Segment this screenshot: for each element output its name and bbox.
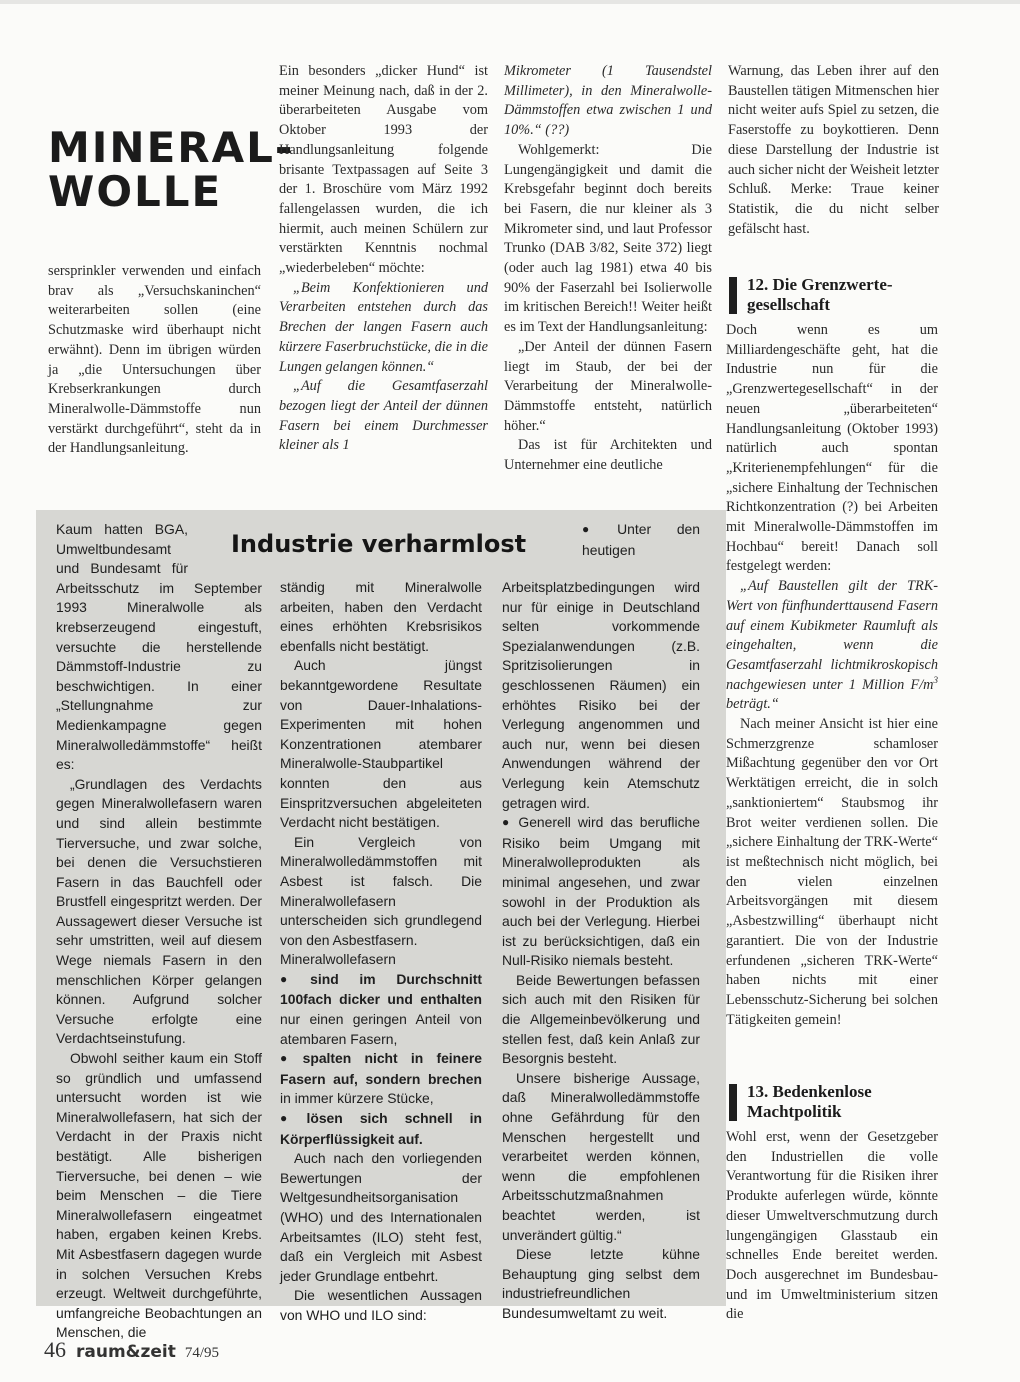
paragraph: Unsere bisherige Aussage, daß Mineralwolledämmstoffe ohne Gefährdung für den Menschen hergestellt und verarbeitet werden können, wenn die empfohlenen Arbeitsschutzmaßnahmen beachtet werden, ist unverändert gültig.“ [502, 1069, 700, 1243]
paragraph: Die wesentlichen Aussagen von WHO und ILO sind: [280, 1287, 482, 1323]
paragraph: „Der Anteil der dünnen Fasern liegt im Staub, der bei der Verarbeitung der Mineralwolle-Dämmstoffe entsteht, natürlich höher.“ [504, 338, 712, 434]
paragraph: Obwohl seither kaum ein Stoff so gründlich und umfassend untersucht worden ist wie Mineralwollefasern, hat sich der Verdacht in der Praxis nicht bestätigt. Alle bisherigen Tierversuche, bei denen – wie beim Menschen – die Tiere Mineralwollefasern eingeatmet haben, ergaben keinen Krebs. Mit Asbestfasern dagegen wurde in solchen Versuchen Krebs erzeugt. Weltweit durchgeführte, umfangreiche Beobachtungen an Menschen, die [56, 1050, 262, 1341]
paragraph: Kaum hatten BGA, Umweltbundesamt und Bundesamt für Arbeitsschutz im September 1993 Mineralwolle als krebserzeugend eingestuft, versuchte die herstellende Dämmstoff-Industrie zu beschwichtigen. In einer „Stellungnahme zur Medienkampagne gegen Mineralwolledämmstoffe“ heißt es: [56, 521, 262, 773]
page-footer [44, 1337, 219, 1363]
heading-bar [729, 1084, 737, 1121]
issue-number: 74/95 [184, 1345, 220, 1361]
quote: „Auf die Gesamtfaserzahl bezogen liegt der Anteil der dünnen Fasern bei einem Durchmesser kleiner als 1 [279, 378, 488, 454]
section-heading-12: 12. Die Grenzwerte-gesellschaft [729, 275, 969, 315]
paragraph: Doch wenn es um Milliardengeschäfte geht, hat die Industrie nun für die „Grenzwertegesellschaft“ in der neuen „überarbeiteten“ Handlungsanleitung (Oktober 1993) natürlich auch spontan „Kriterienempfehlungen“ für die „sichere Einhaltung der Technischen Richtkonzentration (?) bei Arbeiten mit Mineralwolle-Dämmstoffen im Hochbau“ bereit! Danach soll festgelegt werden: [726, 322, 938, 575]
bullet-item: ● lösen sich schnell in Körperflüssigkeit auf. [280, 1109, 482, 1149]
title-line-1: MINERAL- [48, 123, 295, 172]
top-rule [0, 0, 1020, 4]
paragraph: Ein Vergleich von Mineralwolledämmstoffen mit Asbest ist falsch. Die Mineralwollefasern unterscheiden sich grundlegend von den Asbestfasern. [280, 833, 482, 948]
sidebar-box [36, 510, 726, 1341]
article-title [48, 123, 295, 216]
paragraph: „Grundlagen des Verdachts gegen Mineralwollefasern waren und sind allein bestimmte Tierversuche, und zwar solche, bei denen die Versuchstieren Fasern in das Bauchfell oder Brustfell eingespritzt werden. Der Aussagewert dieser Versuche ist sehr umstritten, weil auf diesem Wege niemals Fasern in den menschlichen Körper gelangen können. Aufgrund solcher Versuche erfolgte eine Verdachtseinstufung. [56, 775, 262, 1047]
paragraph: Nach meiner Ansicht ist hier eine Schmerzgrenze schamloser Mißachtung gegenüber den vor Ort Werktätigen erreicht, die in solch „sanktioniertem“ Staubsmog ihr Brot weiter verdienen sollen. Die „sichere Einhaltung der TRK-Werte“ ist meßtechnisch nicht möglich, bei den vielen einzelnen Arbeitsvorgängen mit diesem „Asbestzwilling“ überhaupt nicht garantiert. Die von der Industrie erfundenen „sicheren TRK-Werte“ haben nichts mit einer Lebensschutz-Sicherung bei solchen Tätigkeiten gemein! [726, 716, 938, 1028]
section-heading-13: 13. Bedenkenlose Machtpolitik [729, 1082, 969, 1122]
paragraph: Warnung, das Leben ihrer auf den Baustellen tätigen Mitmenschen hier nicht weiter aufs Spiel zu setzen, die Faserstoffe zu boykottieren. Denn diese Darstellung der Industrie ist auch sicher nicht der Weisheit letzter Schluß. Merke: Traue keiner Statistik, die du nicht selber gefälscht hast. [728, 63, 939, 237]
column-1 [48, 262, 261, 459]
magazine-name: raum&zeit [76, 1342, 176, 1362]
bullet-item: ● Unter den heutigen Arbeitsplatzbedingungen wird nur für einige in Deutschland selten vorkommende Spezialanwendungen (z.B. Spritzisolierungen in geschlossenen Räumen) ein erhöhtes Risiko bei der Verlegung angenommen und auch nur, wenn bei diesen Anwendungen während der Verlegung kein Atemschutz getragen wird. [502, 520, 700, 813]
box-title: Industrie verharmlost [231, 530, 527, 558]
paragraph: Diese letzte kühne Behauptung ging selbst dem industriefreundlichen Bundesumweltamt zu weit. [502, 1246, 700, 1321]
page-number: 46 [44, 1337, 66, 1362]
paragraph: Auch nach den vorliegenden Bewertungen der Weltgesundheitsorganisation (WHO) und des Internationalen Arbeitsamtes (ILO) steht fest, daß ein Vergleich mit Asbest jeder Grundlage entbehrt. [280, 1150, 482, 1284]
column-4-top [728, 62, 939, 239]
column-2 [279, 62, 488, 456]
title-spacer [188, 520, 262, 574]
paragraph: Mineralwollefasern [280, 951, 396, 968]
title-line-2: WOLLE [48, 167, 223, 216]
quote: „Auf Baustellen gilt der TRK-Wert von fünfhunderttausend Fasern auf einem Kubikmeter Raumluft als eingehalten, wenn die Gesamtfaserzahl lichtmikroskopisch nachgewiesen unter 1 Million $F/m^3$ beträgt.“ [726, 578, 938, 713]
column-4-middle [726, 321, 938, 1030]
paragraph: sersprinkler verwenden und einfach brav als „Versuchskaninchen“ weiterarbeiten sollen (eine Schutzmaske wird überhaupt nicht erwähnt). Denn im übrigen würden ja „die Untersuchungen über Krebserkrankungen durch Mineralwolle-Dämmstoffe nun verstärkt durchgeführt“, steht da in der Handlungsanleitung. [48, 263, 261, 457]
bullet-item: ● spalten nicht in feinere Fasern auf, sondern brechen in immer kürzere Stücke, [280, 1049, 482, 1109]
bullet-item: ● Generell wird das berufliche Risiko beim Umgang mit Mineralwolleprodukten als minimal angesehen, und zwar sowohl in der Produktion als auch bei der Verlegung. Hierbei ist zu berücksichtigen, daß ein Null-Risiko niemals besteht. [502, 813, 700, 971]
title-spacer [502, 520, 582, 578]
paragraph: Das ist für Architekten und Unternehmer eine deutliche [504, 437, 712, 474]
quote: Mikrometer (1 Tausendstel Millimeter), in den Mineralwolle-Dämmstoffen etwa zwischen 1 und 10%.“ (??) [504, 63, 712, 139]
column-3 [504, 62, 712, 476]
bullet-item: ● sind im Durchschnitt 100fach dicker und enthalten nur einen geringen Anteil von atembaren Fasern, [280, 970, 482, 1049]
paragraph: Ein besonders „dicker Hund“ ist meiner Meinung nach, daß in der 2. überarbeiteten Ausgabe vom Oktober 1993 der Handlungsanleitung folgende brisante Textpassagen auf Seite 3 der 1. Broschüre vom März 1992 fallengelassen wurden, die ich hiermit, auch meinen Schülern zur verstärkten Kenntnis nochmal „wiederbeleben“ möchte: [279, 63, 488, 277]
quote: „Beim Konfektionieren und Verarbeiten entstehen durch das Brechen der langen Fasern auch kürzere Faserbruchstücke, die in die Lungen gelangen können.“ [279, 279, 488, 375]
paragraph: Beide Bewertungen befassen sich auch mit den Risiken für die Allgemeinbevölkerung und stellen fest, daß kein Anlaß zur Besorgnis besteht. [502, 971, 700, 1067]
paragraph: ständig mit Mineralwolle arbeiten, haben den Verdacht eines erhöhten Krebsrisikos ebenfalls nicht bestätigt. [280, 579, 482, 654]
paragraph: Wohlgemerkt: Die Lungengängigkeit und damit die Krebsgefahr beginnt doch bereits bei Fasern, die nur kleiner als 3 Mikrometer sind, und laut Professor Trunko (DAB 3/82, Seite 372) liegt (oder auch lag 1981) etwa 40 bis 90% der Faserzahl bei Isolierwolle im kritischen Bereich!! Weiter heißt es im Text der Handlungsanleitung: [504, 141, 712, 336]
heading-bar [729, 277, 737, 314]
box-column-1 [56, 520, 262, 1343]
column-4-bottom [726, 1128, 938, 1325]
paragraph: Auch jüngst bekanntgewordene Resultate von Dauer-Inhalations-Experimenten mit hohen Konzentrationen atembarer Mineralwolle-Staubpartikel konnten den aus Einspritzversuchen abgeleiteten Verdacht nicht bestätigen. [280, 657, 482, 831]
box-column-2 [280, 578, 482, 1326]
paragraph: Wohl erst, wenn der Gesetzgeber den Industriellen die volle Verantwortung für die Risiken ihrer Produkte auferlegen würde, könnte dieser Umweltverschmutzung durch lungengängigen Glasstaub ein schnelles Ende bereitet werden. Doch ausgerechnet im Bundesbau- und im Umweltministerium sitzen die [726, 1129, 938, 1323]
box-column-3 [502, 520, 700, 1324]
